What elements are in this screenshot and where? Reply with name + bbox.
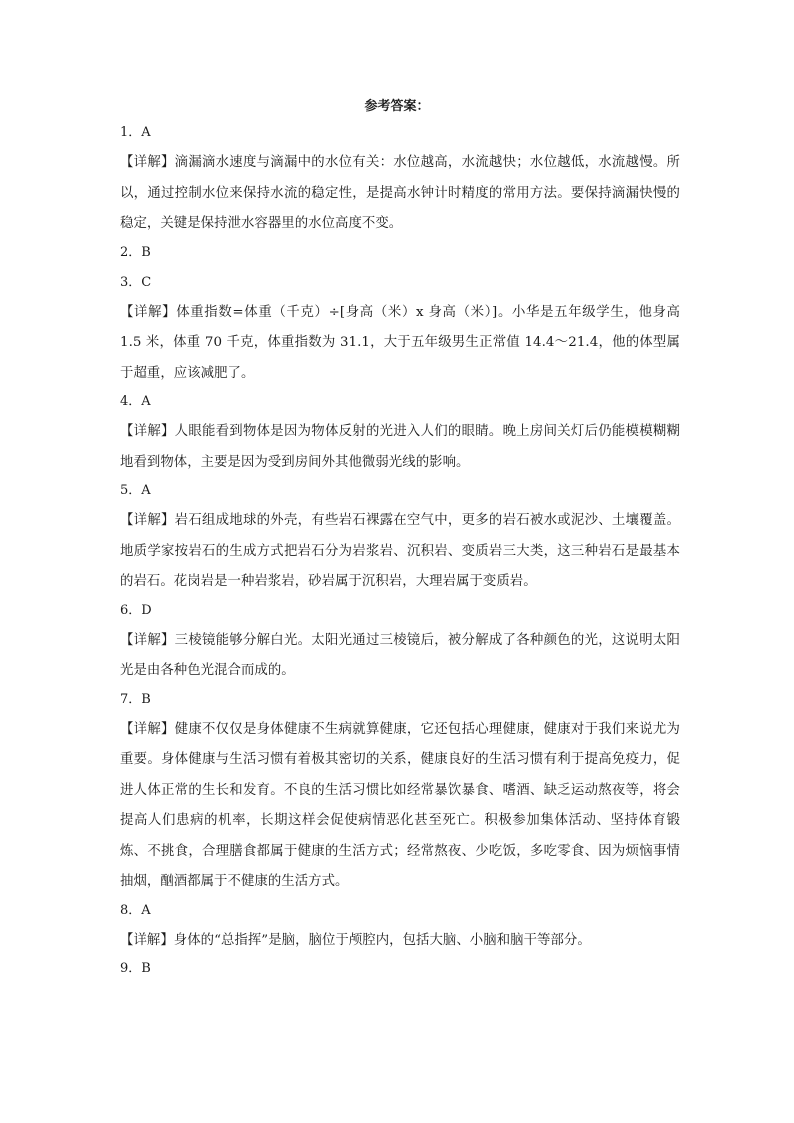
answer-number: 3．C xyxy=(120,274,152,290)
answer-key-title: 参考答案： xyxy=(364,99,430,114)
explanation-text: 健康不仅仅是身体健康不生病就算健康，它还包括心理健康，健康对于我们来说尤为重要。身体健康与生活习惯有着极其密切的关系，健康良好的生活习惯有利于提高免疫力，促进人体正常的生长和发育。不良的生活习惯比如经常暴饮暴食、嗜酒、缺乏运动熬夜等，将会提高人们患病的机率，长期这样会促使病情恶化甚至死亡。积极参加集体活动、坚持体育锻炼、不挑食，合理膳食都属于健康的生活方式；经常熬夜、少吃饭，多吃零食、因为烦恼事情抽烟，酗酒都属于不健康的生活方式。 xyxy=(120,721,680,889)
answer-explanation xyxy=(120,417,680,478)
explanation-text: 岩石组成地球的外壳，有些岩石裸露在空气中，更多的岩石被水或泥沙、土壤覆盖。地质学家按岩石的生成方式把岩石分为岩浆岩、沉积岩、变质岩三大类，这三种岩石是最基本的岩石。花岗岩是一种岩浆岩，砂岩属于沉积岩，大理岩属于变质岩。 xyxy=(120,513,680,589)
answer-explanation xyxy=(120,926,680,957)
explanation-tag: 【详解】 xyxy=(120,424,175,439)
answer-number: 7．B xyxy=(120,691,151,707)
answer-number: 2．B xyxy=(120,244,151,260)
explanation-tag: 【详解】 xyxy=(120,155,175,170)
explanation-tag: 【详解】 xyxy=(120,721,175,737)
explanation-tag: 【详解】 xyxy=(120,304,177,320)
answer-number: 9．B xyxy=(120,961,151,976)
answer-explanation xyxy=(120,298,680,390)
explanation-text: 身体的“总指挥”是脑，脑位于颅腔内，包括大脑、小脑和脑干等部分。 xyxy=(173,932,591,948)
explanation-text: 人眼能看到物体是因为物体反射的光进入人们的眼睛。晚上房间关灯后仍能模模糊糊地看到物体，主要是因为受到房间外其他微弱光线的影响。 xyxy=(120,424,680,470)
answer-number: 5．A xyxy=(120,483,151,498)
answer-number: 4．A xyxy=(120,394,151,409)
explanation-text: 体重指数=体重（千克）÷[身高（米）x 身高（米）]。小华是五年级学生，他身高 1.5 米，体重 70 千克，体重指数为 31.1，大于五年级男生正常值 14.4～21.4，他的体型属于超重，应该减肥了。 xyxy=(120,304,680,381)
answer-explanation xyxy=(120,626,680,687)
answer-explanation xyxy=(120,506,680,598)
answer-number: 1．A xyxy=(120,125,151,140)
answer-explanation xyxy=(120,715,680,898)
answer-number: 8．A xyxy=(120,902,151,918)
answer-list xyxy=(120,122,680,990)
explanation-tag: 【详解】 xyxy=(120,932,174,948)
explanation-text: 滴漏滴水速度与滴漏中的水位有关：水位越高，水流越快；水位越低，水流越慢。所以，通过控制水位来保持水流的稳定性，是提高水钟计时精度的常用方法。要保持滴漏快慢的稳定，关键是保持泄水容器里的水位高度不变。 xyxy=(120,155,680,231)
explanation-tag: 【详解】 xyxy=(120,513,175,528)
explanation-tag: 【详解】 xyxy=(120,632,175,648)
answer-number: 6．D xyxy=(120,602,152,618)
explanation-text: 三棱镜能够分解白光。太阳光通过三棱镜后，被分解成了各种颜色的光，这说明太阳光是由各种色光混合而成的。 xyxy=(120,632,680,678)
answer-explanation xyxy=(120,148,680,240)
